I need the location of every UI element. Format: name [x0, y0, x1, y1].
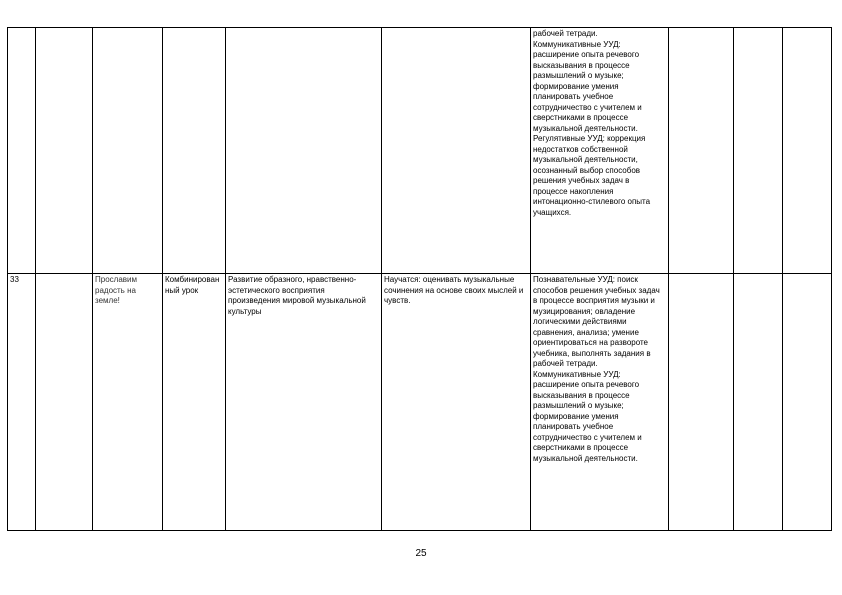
lesson-number-cell [8, 28, 36, 274]
extra-cell-1 [669, 274, 734, 531]
table-row [8, 28, 832, 274]
page-number: 25 [415, 548, 427, 559]
subject-results-cell: Научатся: оценивать музыкальные сочинения на основе своих мыслей и чувств. [382, 274, 531, 531]
extra-cell-3 [783, 28, 832, 274]
lesson-type-cell [163, 28, 226, 274]
content-cell: Развитие образного, нравственно-эстетического восприятия произведения мировой музыкальной культуры [226, 274, 382, 531]
extra-cell-1 [669, 28, 734, 274]
date-cell [36, 28, 93, 274]
subject-results-cell [382, 28, 531, 274]
lesson-type-cell: Комбинированный урок [163, 274, 226, 531]
extra-cell-2 [734, 28, 783, 274]
extra-cell-2 [734, 274, 783, 531]
lesson-number-cell: 33 [8, 274, 36, 531]
lesson-plan-table [7, 27, 832, 531]
topic-cell [93, 28, 163, 274]
uud-cell: Познавательные УУД: поиск способов решения учебных задач в процессе восприятия музыки и музицирования; овладение логическими действиями сравнения, анализа; умение ориентироваться на развороте учебника, выполнять задания в рабочей тетради. Коммуникативные УУД: расширение опыта речевого высказывания в процессе размышлений о музыке; формирование умения планировать учебное сотрудничество с учителем и сверстниками в процессе музыкальной деятельности. [531, 274, 669, 531]
extra-cell-3 [783, 274, 832, 531]
topic-cell: Прославим радость на земле! [93, 274, 163, 531]
table-row [8, 274, 832, 531]
date-cell [36, 274, 93, 531]
content-cell [226, 28, 382, 274]
uud-cell: рабочей тетради. Коммуникативные УУД: расширение опыта речевого высказывания в процессе размышлений о музыке; формирование умения планировать учебное сотрудничество с учителем и сверстниками в процессе музыкальной деятельности. Регулятивные УУД: коррекция недостатков собственной музыкальной деятельности, осознанный выбор способов решения учебных задач в процессе накопления интонационно-стилевого опыта учащихся. [531, 28, 669, 274]
